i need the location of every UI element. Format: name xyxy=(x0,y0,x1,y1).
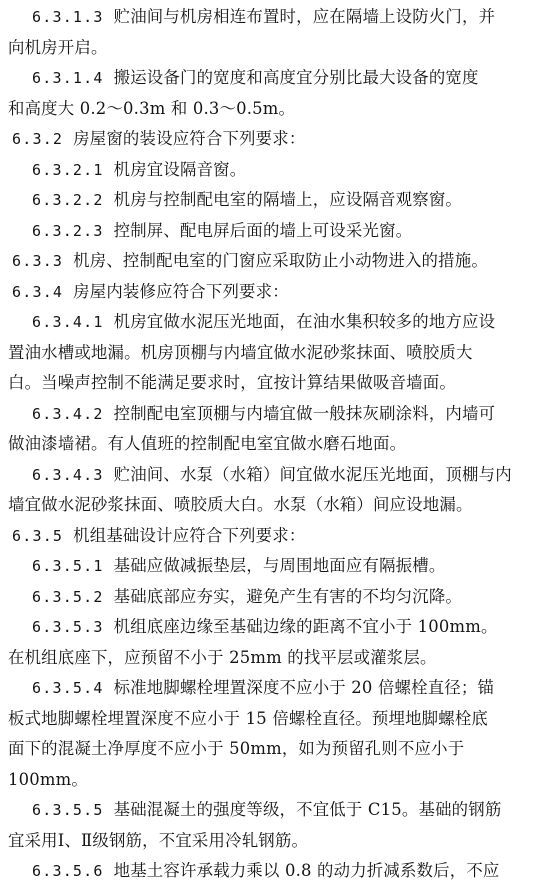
text-line xyxy=(8,33,542,64)
clause-text: 机房与控制配电室的隔墙上，应设隔音观察窗。 xyxy=(113,190,463,209)
text-line xyxy=(8,246,542,277)
text-line xyxy=(8,673,542,704)
clause-number: 6.3.4.1 xyxy=(32,313,104,331)
text-line xyxy=(8,63,542,94)
clause-text: 做油漆墙裙。有人值班的控制配电室宜做水磨石地面。 xyxy=(8,434,407,453)
text-line xyxy=(8,490,542,521)
text-line xyxy=(8,338,542,369)
clause-number: 6.3.5.4 xyxy=(32,679,104,697)
text-line xyxy=(8,429,542,460)
clause-text: 和高度大 0.2～0.3m 和 0.3～0.5m。 xyxy=(8,98,296,118)
section-number: 6.3.2 xyxy=(12,130,64,148)
text-line xyxy=(8,551,542,582)
text-line xyxy=(8,124,542,155)
clause-text: 机组底座边缘至基础边缘的距离不宜小于 100mm。 xyxy=(113,617,498,636)
section-text: 房屋内装修应符合下列要求： xyxy=(73,281,289,301)
section-text: 机组基础设计应符合下列要求： xyxy=(73,525,306,545)
clause-number: 6.3.4.3 xyxy=(32,465,104,484)
clause-text: 向机房开启。 xyxy=(8,37,108,57)
text-line xyxy=(8,521,542,552)
clause-text: 在机组底座下，应预留不小于 25mm 的找平层或灌浆层。 xyxy=(8,647,437,667)
text-line xyxy=(8,826,542,857)
text-line xyxy=(8,734,542,765)
clause-text: 贮油间、水泵（水箱）间宜做水泥压光地面，顶棚与内 xyxy=(113,464,512,484)
clause-text: 基础应做减振垫层，与周围地面应有隔振槽。 xyxy=(113,556,446,575)
clause-number: 6.3.2.3 xyxy=(32,221,104,240)
text-line xyxy=(8,765,542,796)
text-line xyxy=(8,277,542,308)
text-line xyxy=(8,399,542,430)
clause-text: 机房宜设隔音窗。 xyxy=(113,159,247,179)
clause-text: 基础底部应夯实，避免产生有害的不均匀沉降。 xyxy=(113,586,463,606)
clause-number: 6.3.1.3 xyxy=(32,8,104,26)
text-line xyxy=(8,643,542,674)
text-line xyxy=(8,795,542,826)
clause-text: 板式地脚螺栓埋置深度不应小于 15 倍螺栓直径。预埋地脚螺栓底 xyxy=(8,708,489,728)
clause-text: 宜采用Ⅰ、Ⅱ级钢筋，不宜采用冷轧钢筋。 xyxy=(8,830,309,850)
clause-number: 6.3.4.2 xyxy=(32,404,104,423)
text-line xyxy=(8,307,542,338)
clause-number: 6.3.5.1 xyxy=(32,557,104,575)
clause-number: 6.3.5.6 xyxy=(32,862,104,880)
clause-text: 标准地脚螺栓埋置深度不应小于 20 倍螺栓直径；锚 xyxy=(113,678,495,697)
clause-number: 6.3.2.2 xyxy=(32,191,104,209)
text-line xyxy=(8,94,542,125)
text-line xyxy=(8,856,542,887)
text-line xyxy=(8,216,542,247)
text-line xyxy=(8,460,542,491)
clause-text: 置油水槽或地漏。机房顶棚与内墙宜做水泥砂浆抹面、喷胶质大 xyxy=(8,342,473,362)
clause-text: 面下的混凝土净厚度不应小于 50mm，如为预留孔则不应小于 xyxy=(8,739,465,758)
clause-text: 白。当噪声控制不能满足要求时，宜按计算结果做吸音墙面。 xyxy=(8,373,456,392)
text-line xyxy=(8,612,542,643)
section-number: 6.3.5 xyxy=(12,526,64,545)
clause-text: 地基土容许承载力乘以 0.8 的动力折减系数后，不应 xyxy=(113,861,500,880)
section-number: 6.3.4 xyxy=(12,282,64,301)
section-text: 机房、控制配电室的门窗应采取防止小动物进入的措施。 xyxy=(73,251,488,270)
text-line xyxy=(8,368,542,399)
clause-text: 100mm。 xyxy=(8,769,88,789)
clause-number: 6.3.5.2 xyxy=(32,587,104,606)
clause-number: 6.3.2.1 xyxy=(32,160,104,179)
clause-text: 机房宜做水泥压光地面，在油水集积较多的地方应设 xyxy=(113,312,496,331)
clause-text: 贮油间与机房相连布置时，应在隔墙上设防火门，并 xyxy=(113,7,496,26)
clause-text: 基础混凝土的强度等级，不宜低于 C15。基础的钢筋 xyxy=(113,800,502,819)
section-number: 6.3.3 xyxy=(12,252,64,270)
text-line xyxy=(8,704,542,735)
text-line xyxy=(8,582,542,613)
text-line xyxy=(8,2,542,33)
clause-number: 6.3.5.3 xyxy=(32,618,104,636)
section-text: 房屋窗的装设应符合下列要求： xyxy=(73,129,306,148)
clause-text: 搬运设备门的宽度和高度宜分别比最大设备的宽度 xyxy=(113,68,479,87)
text-line xyxy=(8,155,542,186)
text-line xyxy=(8,185,542,216)
clause-number: 6.3.5.5 xyxy=(32,801,104,819)
clause-text: 控制配电室顶棚与内墙宜做一般抹灰刷涂料，内墙可 xyxy=(113,403,496,423)
clause-number: 6.3.1.4 xyxy=(32,69,104,87)
clause-text: 墙宜做水泥砂浆抹面、喷胶质大白。水泵（水箱）间应设地漏。 xyxy=(8,495,473,514)
clause-text: 控制屏、配电屏后面的墙上可设采光窗。 xyxy=(113,220,413,240)
